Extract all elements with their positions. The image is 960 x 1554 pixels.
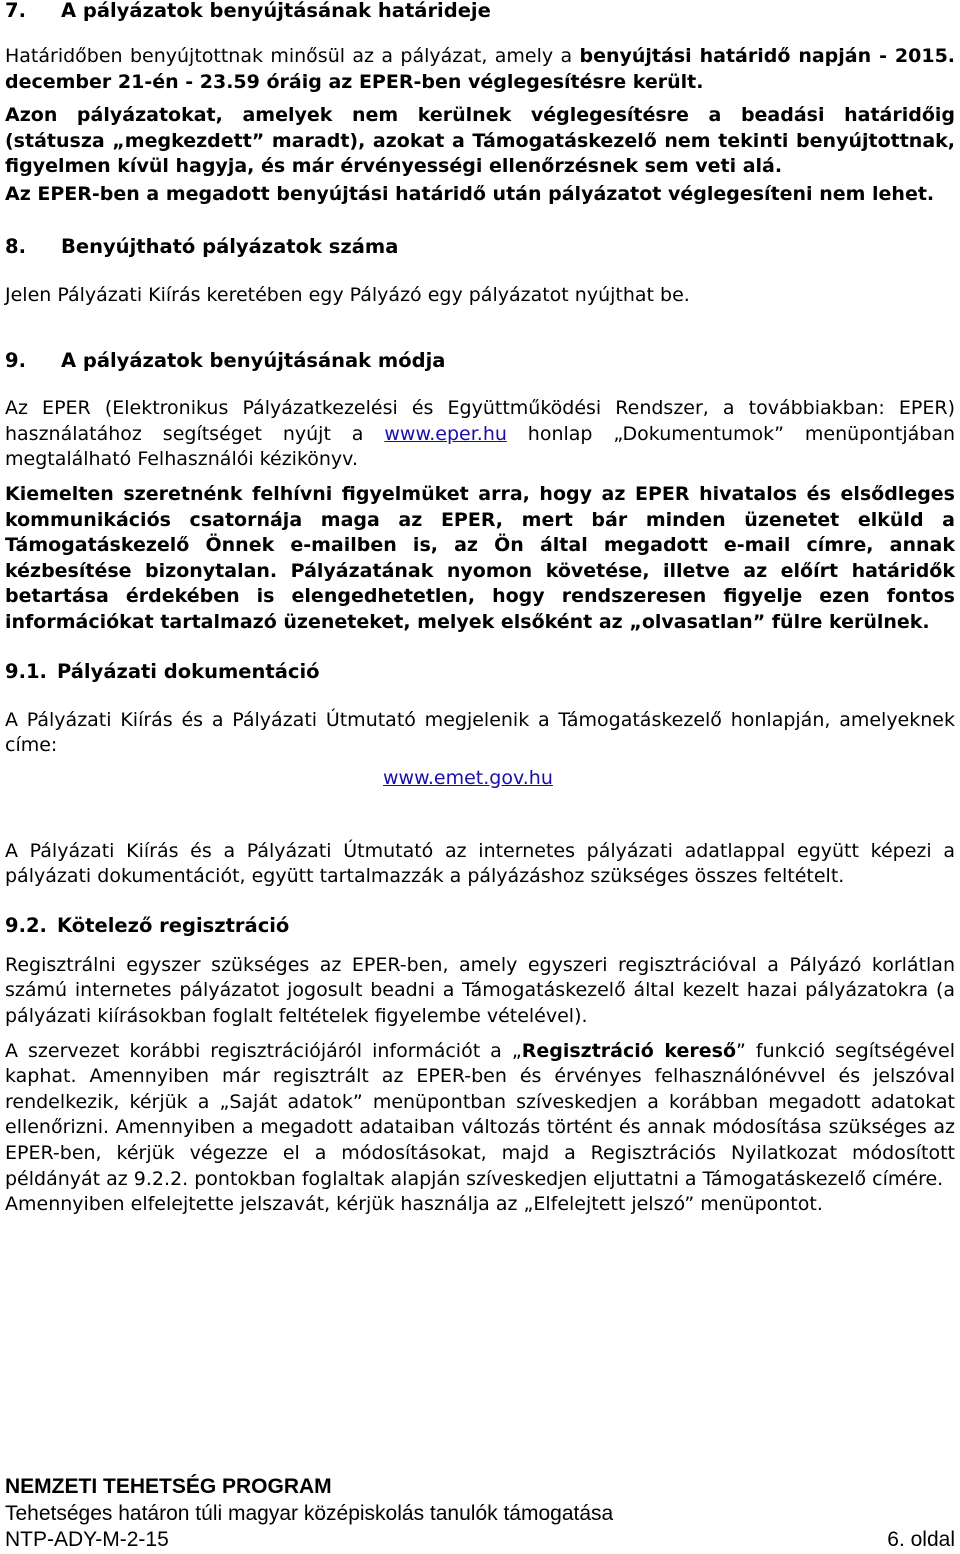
deadline-text: Határidőben benyújtottnak minősül az a pályázat, amely a (5, 45, 580, 67)
section-9-1-heading (5, 659, 955, 685)
registration-search-paragraph (5, 1039, 955, 1193)
section-number: 8. (5, 234, 26, 258)
section-title: A pályázatok benyújtásának határideje (61, 0, 491, 22)
section-number: 9. (5, 349, 26, 373)
eper-link[interactable]: www.eper.hu (384, 422, 507, 445)
section-number: 7. (5, 0, 26, 22)
section-title: Kötelező regisztráció (57, 913, 290, 937)
communication-paragraph (5, 482, 955, 636)
section-number: 9.2. (5, 913, 47, 937)
registration-search-text-end: ” funkció segítségével kaphat. Amennyiben már regisztrált az EPER-ben és érvényes felhasználónévvel és jelszóval rendelkezik, kérjük a „Saját adatok” menüpontban szíveskedjen a korábban megadott adatokat ellenőrizni. Amennyiben a megadott adataiban változás történt és annak módosítása szükséges az EPER-ben, kérjük végezze el a módosításokat, majd a Regisztrációs Nyilatkozat módosított példányát az 9.2.2. pontokban foglaltak alapján szíveskedjen eljuttatni a Támogatáskezelő címére. (5, 1039, 955, 1190)
documentation-contents-paragraph: A Pályázati Kiírás és a Pályázati Útmutató az internetes pályázati adatlappal együtt képezi a pályázati dokumentációt, együtt tartalmazzák a pályázáshoz szükséges összes feltételt. (5, 839, 955, 888)
section-7-heading (5, 0, 955, 24)
section-9-2-heading (5, 913, 955, 939)
section-9-heading (5, 348, 955, 374)
section-number: 9.1. (5, 659, 47, 683)
finalization-paragraph: Azon pályázatokat, amelyek nem kerülnek véglegesítésre a beadási határidőig (státusza „megkezdett” maradt), azokat a Támogatáskezelő nem tekinti benyújtottnak, figyelmen kívül hagyja, és már érvényességi ellenőrzésnek sem veti alá. (5, 104, 955, 178)
page-number: 6. oldal (887, 1528, 955, 1551)
eper-usage-paragraph (5, 396, 955, 473)
section-title: Pályázati dokumentáció (57, 659, 320, 683)
section-8-heading (5, 234, 955, 260)
registration-paragraph: Regisztrálni egyszer szükséges az EPER-ben, amely egyszeri regisztrációval a Pályázó korlátlan számú internetes pályázatot jogosult beadni a Támogatáskezelő által kezelt hazai pályázatokra (a pályázati kiírásokban foglalt feltételek figyelembe vételével). (5, 953, 955, 1028)
registration-search-text: A szervezet korábbi regisztrációjáról információt a „ (5, 1039, 522, 1062)
footer-row (5, 1527, 955, 1554)
emet-link[interactable]: www.emet.gov.hu (383, 766, 553, 789)
registration-search-bold: Regisztráció kereső (521, 1039, 737, 1062)
eper-usage-text-end: honlap „Dokumentumok” menüpontjában megtalálható Felhasználói kézikönyv. (5, 422, 956, 471)
page-footer (5, 1474, 955, 1554)
emet-link-row (5, 765, 955, 791)
submission-count-paragraph: Jelen Pályázati Kiírás keretében egy Pályázó egy pályázatot nyújthat be. (5, 283, 690, 306)
communication-text-end: Pályázatának nyomon követése, illetve az előírt határidők betartása érdekében is elengedhetetlen, hogy rendszeresen figyelje ezen fontos információkat tartalmazó üzeneteket, melyek elsőként az „olvasatlan” fülre kerülnek. (5, 559, 955, 633)
communication-text: Kiemelten szeretnénk felhívni figyelmüket arra, hogy az EPER hivatalos és elsődleges kommunikációs csatornája maga az EPER, mert bár minden üzenetet elküld a Támogatáskezelő Önnek e-mailben is, az Ön által megadott e-mail címre, annak kézbesítése bizonytalan. (5, 482, 955, 582)
document-page (5, 0, 955, 1218)
section-title: Benyújtható pályázatok száma (61, 234, 399, 258)
deadline-paragraph (5, 44, 955, 95)
documentation-paragraph: A Pályázati Kiírás és a Pályázati Útmutató megjelenik a Támogatáskezelő honlapján, amelyeknek címe: (5, 708, 955, 757)
no-finalization-paragraph: Az EPER-ben a megadott benyújtási határidő után pályázatot véglegesíteni nem lehet. (5, 182, 935, 205)
deadline-bold-text: benyújtási határidő napján - 2015. december 21-én - 23.59 óráig az EPER-ben véglegesítésre került. (5, 45, 956, 93)
forgotten-password-paragraph: Amennyiben elfelejtette jelszavát, kérjük használja az „Elfelejtett jelszó” menüpontot. (5, 1193, 823, 1216)
footer-org: NEMZETI TEHETSÉG PROGRAM (5, 1475, 332, 1498)
section-title: A pályázatok benyújtásának módja (61, 349, 446, 373)
footer-code: NTP-ADY-M-2-15 (5, 1528, 169, 1551)
eper-usage-text: Az EPER (Elektronikus Pályázatkezelési és Együttműködési Rendszer, a továbbiakban: EPER) használatához segítséget nyújt a (5, 397, 955, 445)
footer-subtitle: Tehetséges határon túli magyar középiskolás tanulók támogatása (5, 1501, 614, 1525)
